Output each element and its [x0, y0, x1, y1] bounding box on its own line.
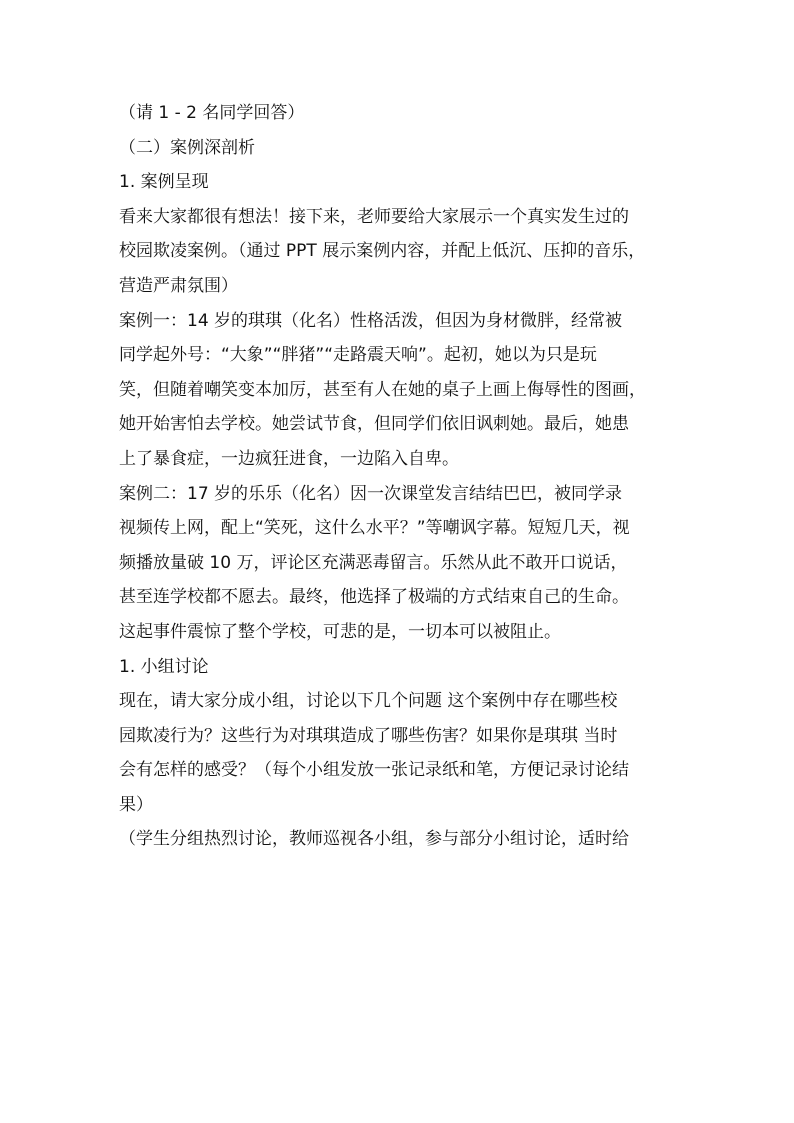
case-one-line: 笑，但随着嘲笑变本加厉，甚至有人在她的桌子上画上侮辱性的图画，: [119, 379, 646, 400]
discussion-line: 会有怎样的感受？（每个小组发放一张记录纸和笔，方便记录讨论结: [119, 760, 629, 781]
discussion-line: 现在，请大家分成小组，讨论以下几个问题 这个案例中存在哪些校: [119, 691, 618, 712]
discussion-line: 园欺凌行为？这些行为对琪琪造成了哪些伤害？如果你是琪琪 当时: [119, 725, 618, 746]
case-one-line: 同学起外号：“大象”“胖猪”“走路震天响”。起初，她以为只是玩: [119, 345, 597, 366]
discussion-line: 果）: [119, 794, 153, 815]
case-two-line: 案例二：17 岁的乐乐（化名）因一次课堂发言结结巴巴，被同学录: [119, 483, 623, 504]
paragraph-line: 校园欺凌案例。（通过 PPT 展示案例内容，并配上低沉、压抑的音乐，: [119, 241, 646, 262]
case-two-line: 甚至连学校都不愿去。最终，他选择了极端的方式结束自己的生命。: [119, 587, 629, 608]
section-heading: （二）案例深剖析: [119, 137, 255, 158]
answer-note: （请 1 - 2 名同学回答）: [119, 103, 305, 123]
subsection-heading: 1. 小组讨论: [119, 656, 209, 677]
paragraph-line: 营造严肃氛围）: [119, 275, 238, 296]
case-one-line: 上了暴食症，一边疯狂进食，一边陷入自卑。: [119, 448, 459, 469]
document-page: [119, 96, 689, 857]
discussion-line: （学生分组热烈讨论，教师巡视各小组，参与部分小组讨论，适时给: [119, 829, 629, 850]
case-two-line: 这起事件震惊了整个学校，可悲的是，一切本可以被阻止。: [119, 621, 561, 642]
case-one-line: 案例一：14 岁的琪琪（化名）性格活泼，但因为身材微胖，经常被: [119, 310, 623, 331]
paragraph-line: 看来大家都很有想法！接下来，老师要给大家展示一个真实发生过的: [119, 206, 629, 227]
case-one-line: 她开始害怕去学校。她尝试节食，但同学们依旧讽刺她。最后，她患: [119, 414, 629, 435]
case-two-line: 频播放量破 10 万，评论区充满恶毒留言。乐然从此不敢开口说话，: [119, 552, 628, 573]
subsection-heading: 1. 案例呈现: [119, 172, 209, 193]
case-two-line: 视频传上网，配上“笑死，这什么水平？”等嘲讽字幕。短短几天，视: [119, 518, 630, 539]
